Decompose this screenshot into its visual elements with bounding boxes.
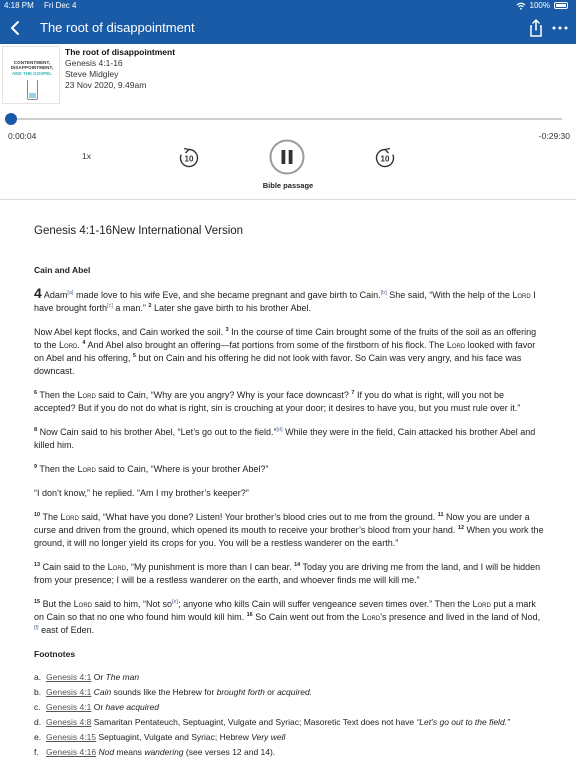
chevron-left-icon[interactable] [6, 17, 26, 39]
verse-number: 5 [132, 353, 136, 359]
forward-seconds: 10 [380, 154, 390, 164]
status-date: Fri Dec 4 [44, 1, 77, 10]
verse-paragraph: $^{10}$ The Lord said, “What have you done? Listen! Your brother’s blood cries out to me from the ground. $^{11}$ Now you are under a curse and driven from the ground, which opened its mouth to receive your brother’s blood from your hand. $^{12}$ When you work the ground, it will no longer yield its crops for you. You will be a restless wanderer on the earth.” [34, 512, 544, 548]
footnote-ref-link[interactable]: Genesis 4:1 [46, 702, 92, 712]
footnote-ref-link[interactable]: Genesis 4:15 [46, 732, 97, 742]
cover-text-main: CONTENTMENT, DISAPPOINTMENT, [10, 60, 54, 70]
battery-icon [554, 2, 568, 9]
verse-paragraph: 4 Adam[a] made love to his wife Eve, and she became pregnant and gave birth to Cain.[b] She said, “With the help of the Lord I have brought forth[c] a man.” $^2$ Later she gave birth to his brother Abel. [34, 285, 536, 313]
lord-small-caps: Lord [77, 390, 96, 400]
verse-number: 8 [34, 427, 38, 433]
verse-number: 4 [82, 340, 86, 346]
verse-number: 14 [294, 562, 301, 568]
footnote-link[interactable]: [a] [67, 290, 74, 296]
passage-content [34, 224, 544, 761]
footnote-ref-link[interactable]: Genesis 4:16 [46, 747, 97, 757]
sermon-date: 23 Nov 2020, 9.49am [65, 80, 147, 90]
verse-paragraph: $^9$ Then the Lord said to Cain, “Where is your brother Abel?” [34, 464, 269, 474]
footnote-item: a. Genesis 4:1 Or The man [34, 672, 140, 682]
battery-percent: 100% [529, 1, 550, 10]
verse-paragraph: Now Abel kept flocks, and Cain worked the soil. $^3$ In the course of time Cain brought some of the fruits of the soil as an offering to the Lord. $^4$ And Abel also brought an offering—fat portions from some of the firstborn of his flock. The Lord looked with favor on Abel and his offering, $^5$ but on Cain and his offering he did not look with favor. So Cain was very angry, and his face was downcast. [34, 327, 537, 376]
sermon-speaker: Steve Midgley [65, 69, 119, 79]
footnote-ref-link[interactable]: Genesis 4:8 [46, 717, 92, 727]
footnote-item: c. Genesis 4:1 Or have acquired [34, 702, 159, 712]
wifi-icon [516, 2, 526, 10]
lord-small-caps: Lord [472, 599, 491, 609]
verse-number: 13 [34, 562, 41, 568]
footnote-item: e. Genesis 4:15 Septuagint, Vulgate and Syriac; Hebrew Very well [34, 732, 286, 742]
footnote-item: d. Genesis 4:8 Samaritan Pentateuch, Septuagint, Vulgate and Syriac; Masoretic Text does not have “Let’s go out to the field.” [34, 717, 510, 727]
verse-paragraph: $^6$ Then the Lord said to Cain, “Why are you angry? Why is your face downcast? $^7$ If you do what is right, will you not be accepted? But if you do not do what is right, sin is crouching at your door; it desires to have you, but you must rule over it.” [34, 390, 521, 413]
lord-small-caps: Lord [59, 340, 78, 350]
elapsed-time: 0:00:04 [8, 131, 37, 141]
cover-text-sub: AND THE GOSPEL [11, 71, 52, 76]
verse-number: 11 [437, 512, 444, 518]
rewind-seconds: 10 [184, 154, 194, 164]
remaining-time: -0:29:30 [538, 131, 570, 141]
sermon-meta [65, 47, 175, 91]
chapter-number: 4 [34, 285, 42, 301]
verse-number: 7 [351, 390, 355, 396]
verse-number: 10 [34, 512, 41, 518]
divider [0, 199, 576, 200]
verse-paragraph: “I don’t know,” he replied. “Am I my brother’s keeper?” [34, 488, 249, 498]
status-time: 4:18 PM [4, 1, 34, 10]
more-icon[interactable] [550, 17, 570, 39]
footnote-link[interactable]: [f] [34, 625, 39, 631]
playback-speed-button[interactable]: 1x [82, 151, 91, 161]
footnote-item: f. Genesis 4:16 Nod means wandering (see verses 12 and 14). [34, 747, 276, 757]
progress-slider[interactable] [10, 118, 562, 120]
verse-number: 2 [148, 303, 152, 309]
rewind-10-icon[interactable] [178, 147, 200, 169]
footnote-item: b. Genesis 4:1 Cain sounds like the Hebrew for brought forth or acquired. [34, 687, 313, 697]
lord-small-caps: Lord [361, 612, 381, 622]
lord-small-caps: Lord [73, 599, 92, 609]
verse-number: 3 [225, 327, 229, 333]
passage-heading: Genesis 4:1-16New International Version [34, 225, 244, 237]
lord-small-caps: Lord [512, 290, 531, 300]
section-heading: Cain and Abel [34, 265, 91, 275]
forward-10-icon[interactable] [374, 147, 396, 169]
verse-number: 12 [457, 525, 465, 531]
verse-number: 6 [34, 390, 38, 396]
footnote-link[interactable]: [e] [172, 599, 179, 605]
footnote-link[interactable]: [d] [276, 427, 283, 433]
footnote-ref-link[interactable]: Genesis 4:1 [46, 672, 92, 682]
sermon-title: The root of disappointment [65, 47, 176, 57]
lord-small-caps: Lord [60, 512, 79, 522]
footnotes-list [34, 671, 544, 759]
verse-number: 15 [34, 599, 41, 605]
nav-bar [0, 12, 576, 44]
lord-small-caps: Lord [107, 562, 127, 572]
sermon-info [0, 44, 576, 108]
bible-passage-label[interactable]: Bible passage [262, 181, 314, 190]
pause-icon[interactable] [269, 139, 305, 175]
progress-knob[interactable] [5, 113, 17, 125]
page-title: The root of disappointment [40, 20, 195, 35]
sermon-cover-image [2, 46, 60, 104]
status-bar [0, 0, 576, 12]
footnote-ref-link[interactable]: Genesis 4:1 [46, 687, 92, 697]
sermon-passage: Genesis 4:1-16 [65, 58, 123, 68]
glass-icon [27, 80, 38, 100]
verse-paragraph: $^{13}$ Cain said to the Lord, “My punishment is more than I can bear. $^{14}$ Today you are driving me from the land, and I will be hidden from your presence; I will be a restless wanderer on the earth, and whoever finds me will kill me.” [34, 562, 541, 585]
verse-number: 16 [246, 612, 253, 618]
verse-number: 9 [34, 464, 38, 470]
footnote-link[interactable]: [b] [380, 290, 387, 296]
lord-small-caps: Lord [446, 340, 466, 350]
footnote-link[interactable]: [c] [107, 303, 113, 309]
verse-paragraph: $^{15}$ But the Lord said to him, “Not so[e]; anyone who kills Cain will suffer vengeance seven times over.” Then the Lord put a mark on Cain so that no one who found him would kill him. $^{16}$ So Cain went out from the Lord’s presence and lived in the land of Nod,[f] east of Eden. [34, 599, 541, 635]
footnotes-heading: Footnotes [34, 649, 76, 659]
verse-paragraph: $^8$ Now Cain said to his brother Abel, “Let’s go out to the field.”[d] While they were in the field, Cain attacked his brother Abel and killed him. [34, 427, 536, 450]
share-icon[interactable] [526, 17, 546, 39]
lord-small-caps: Lord [77, 464, 96, 474]
